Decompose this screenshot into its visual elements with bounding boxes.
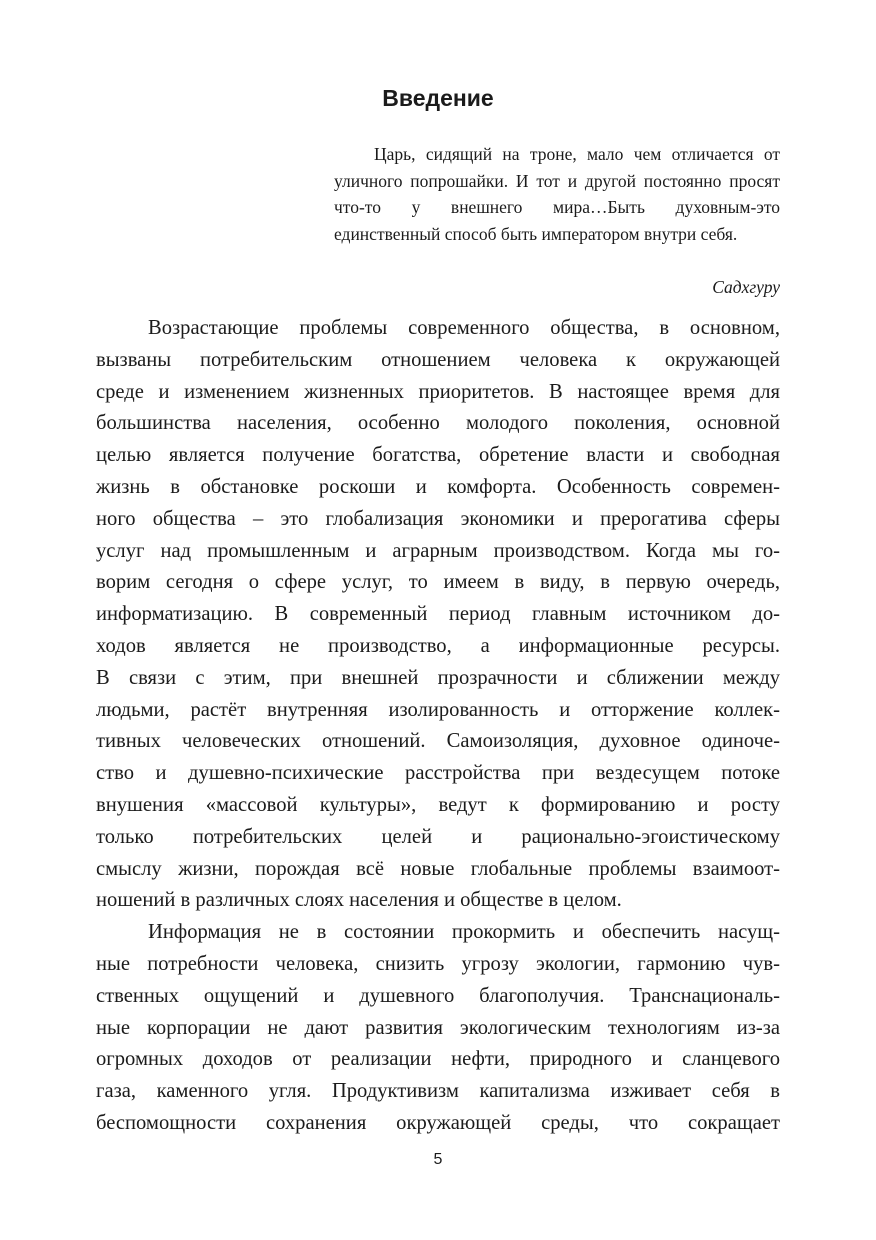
text-line: внушения «массовой культуры», ведут к формированию и росту [96, 793, 780, 816]
text-line: людьми, растёт внутренняя изолированность и отторжение коллек- [96, 698, 780, 721]
text-line: среде и изменением жизненных приоритетов. В настоящее время для [96, 380, 780, 403]
text-line: жизнь в обстановке роскоши и комфорта. Особенность современ- [96, 475, 780, 498]
text-line: ные потребности человека, снизить угрозу экологии, гармонию чув- [96, 952, 780, 975]
text-line: смыслу жизни, порождая всё новые глобальные проблемы взаимоот- [96, 857, 780, 880]
text-line: огромных доходов от реализации нефти, природного и сланцевого [96, 1048, 780, 1071]
text-line: ного общества – это глобализация экономики и прерогатива сферы [96, 507, 780, 530]
text-line: беспомощности сохранения окружающей среды, что сокращает [96, 1111, 780, 1134]
text-line: большинства населения, особенно молодого поколения, основной [96, 412, 780, 435]
text-line: Информация не в состоянии прокормить и обеспечить насущ- [148, 921, 780, 944]
text-line: ворим сегодня о сфере услуг, то имеем в виду, в первую очередь, [96, 571, 780, 594]
text-line: ходов является не производство, а информационные ресурсы. [96, 634, 780, 657]
text-line: тивных человеческих отношений. Самоизоляция, духовное одиноче- [96, 730, 780, 753]
epigraph-text: Царь, сидящий на троне, мало чем отличается от уличного попрошайки. И тот и другой постоянно просят что-то у внешнего мира…Быть духовным-это единственный способ быть императором внутри себя. [334, 144, 780, 244]
text-line: информатизацию. В современный период главным источником до- [96, 603, 780, 626]
text-line: ственных ощущений и душевного благополучия. Транснациональ- [96, 984, 780, 1007]
text-line: целью является получение богатства, обретение власти и свободная [96, 444, 780, 467]
text-line: ные корпорации не дают развития экологическим технологиям из-за [96, 1016, 780, 1039]
text-line: В связи с этим, при внешней прозрачности и сближении между [96, 666, 780, 689]
text-line: вызваны потребительским отношением человека к окружающей [96, 348, 780, 371]
text-line: только потребительских целей и рационально-эгоистическому [96, 825, 780, 848]
text-line: Возрастающие проблемы современного общества, в основном, [148, 317, 780, 339]
paragraph-1 [96, 313, 780, 917]
text-line: ношений в различных слоях населения и обществе в целом. [96, 889, 622, 912]
page-number: 5 [433, 1151, 443, 1168]
text-line: газа, каменного угля. Продуктивизм капитализма изживает себя в [96, 1080, 780, 1103]
body-text [96, 313, 780, 1140]
chapter-title: Введение [382, 85, 494, 111]
paragraph-2 [96, 917, 780, 1140]
epigraph-author: Садхгуру [712, 277, 780, 297]
text-line: услуг над промышленным и аграрным производством. Когда мы го- [96, 539, 780, 562]
text-line: ство и душевно-психические расстройства при вездесущем потоке [96, 762, 780, 785]
